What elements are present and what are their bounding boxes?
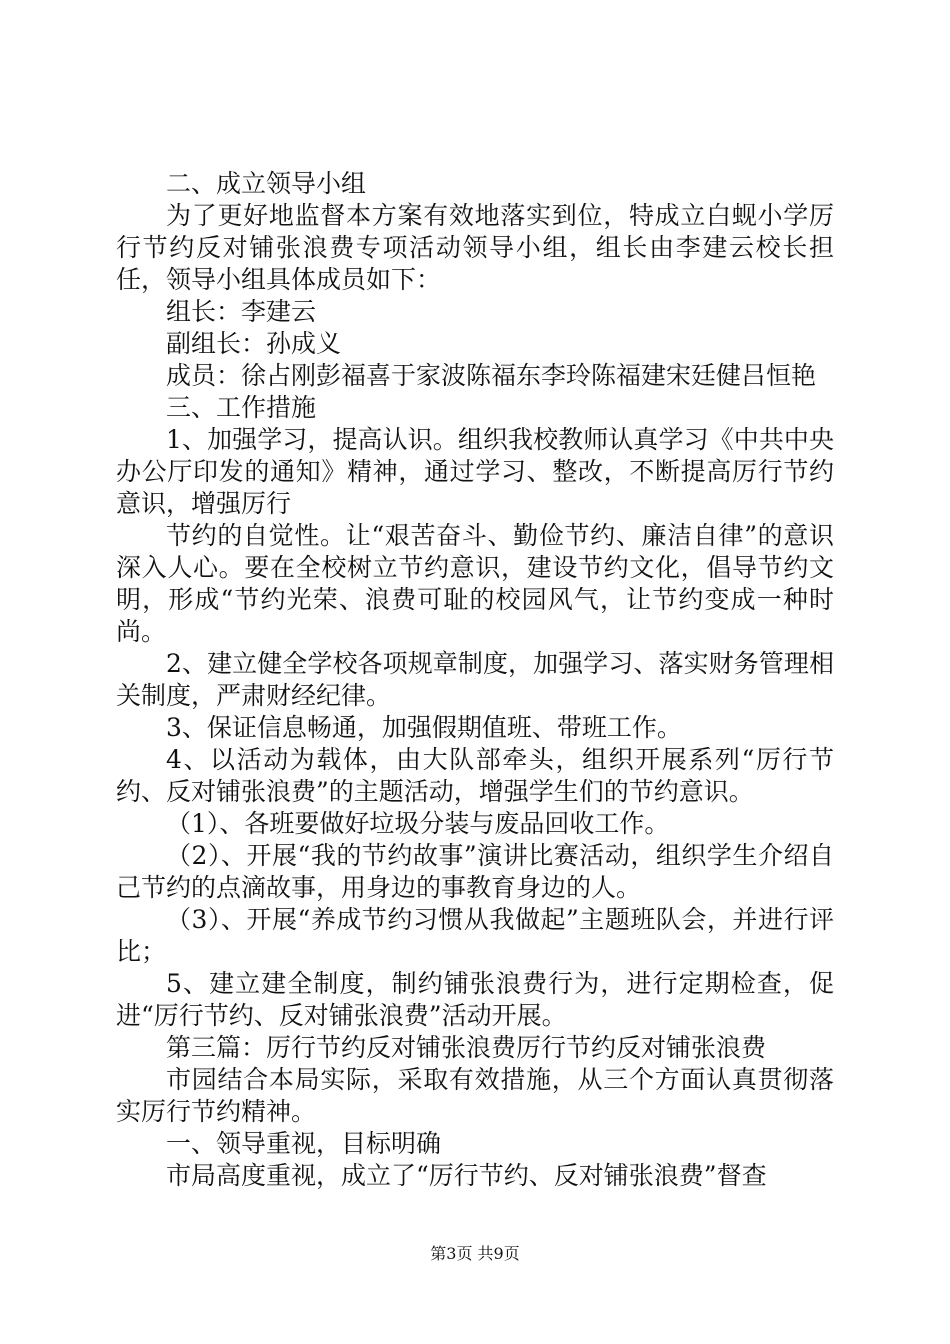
paragraph: 为了更好地监督本方案有效地落实到位，特成立白蚬小学厉行节约反对铺张浪费专项活动领导小组，组长由李建云校长担任，领导小组具体成员如下：: [116, 201, 834, 294]
paragraph: 节约的自觉性。让“艰苦奋斗、勤俭节约、廉洁自律”的意识深入人心。要在全校树立节约意识，建设节约文化，倡导节约文明，形成“节约光荣、浪费可耻的校园风气，让节约变成一种时尚。: [116, 521, 834, 646]
sub-item-3: （3）、开展“养成节约习惯从我做起”主题班队会，并进行评比；: [116, 905, 834, 966]
measure-1: 1、加强学习，提高认识。组织我校教师认真学习《中共中央办公厅印发的通知》精神，通过学习、整改，不断提高厉行节约意识，增强厉行: [116, 425, 834, 518]
deputy-leader-line: 副组长：孙成义: [166, 329, 342, 358]
paragraph: 市局高度重视，成立了“厉行节约、反对铺张浪费”督查: [166, 1161, 767, 1190]
leader-line: 组长：李建云: [166, 297, 317, 326]
measure-5: 5、建立建全制度，制约铺张浪费行为，进行定期检查，促进“厉行节约、反对铺张浪费”活动开展。: [116, 969, 834, 1030]
measure-2: 2、建立健全学校各项规章制度，加强学习、落实财务管理相关制度，严肃财经纪律。: [116, 649, 834, 710]
sub-item-1: （1）、各班要做好垃圾分装与废品回收工作。: [166, 809, 670, 838]
measure-3: 3、保证信息畅通，加强假期值班、带班工作。: [166, 713, 682, 742]
section-heading-3: 三、工作措施: [166, 393, 317, 422]
measure-4: 4、以活动为载体，由大队部牵头，组织开展系列“厉行节约、反对铺张浪费”的主题活动，增强学生们的节约意识。: [116, 745, 834, 806]
section-heading-2: 二、成立领导小组: [166, 169, 367, 198]
sub-item-2: （2）、开展“我的节约故事”演讲比赛活动，组织学生介绍自己节约的点滴故事，用身边的事教育身边的人。: [116, 841, 834, 902]
document-body: [116, 168, 834, 1192]
paragraph: 市园结合本局实际，采取有效措施，从三个方面认真贯彻落实厉行节约精神。: [116, 1065, 834, 1126]
page-number: 第3页 共9页: [430, 1244, 520, 1263]
section-heading-1: 一、领导重视，目标明确: [166, 1129, 442, 1158]
members-line: 成员：徐占刚彭福喜于家波陈福东李玲陈福建宋廷健吕恒艳: [166, 361, 817, 390]
part-three-title: 第三篇：厉行节约反对铺张浪费厉行节约反对铺张浪费: [166, 1033, 767, 1062]
